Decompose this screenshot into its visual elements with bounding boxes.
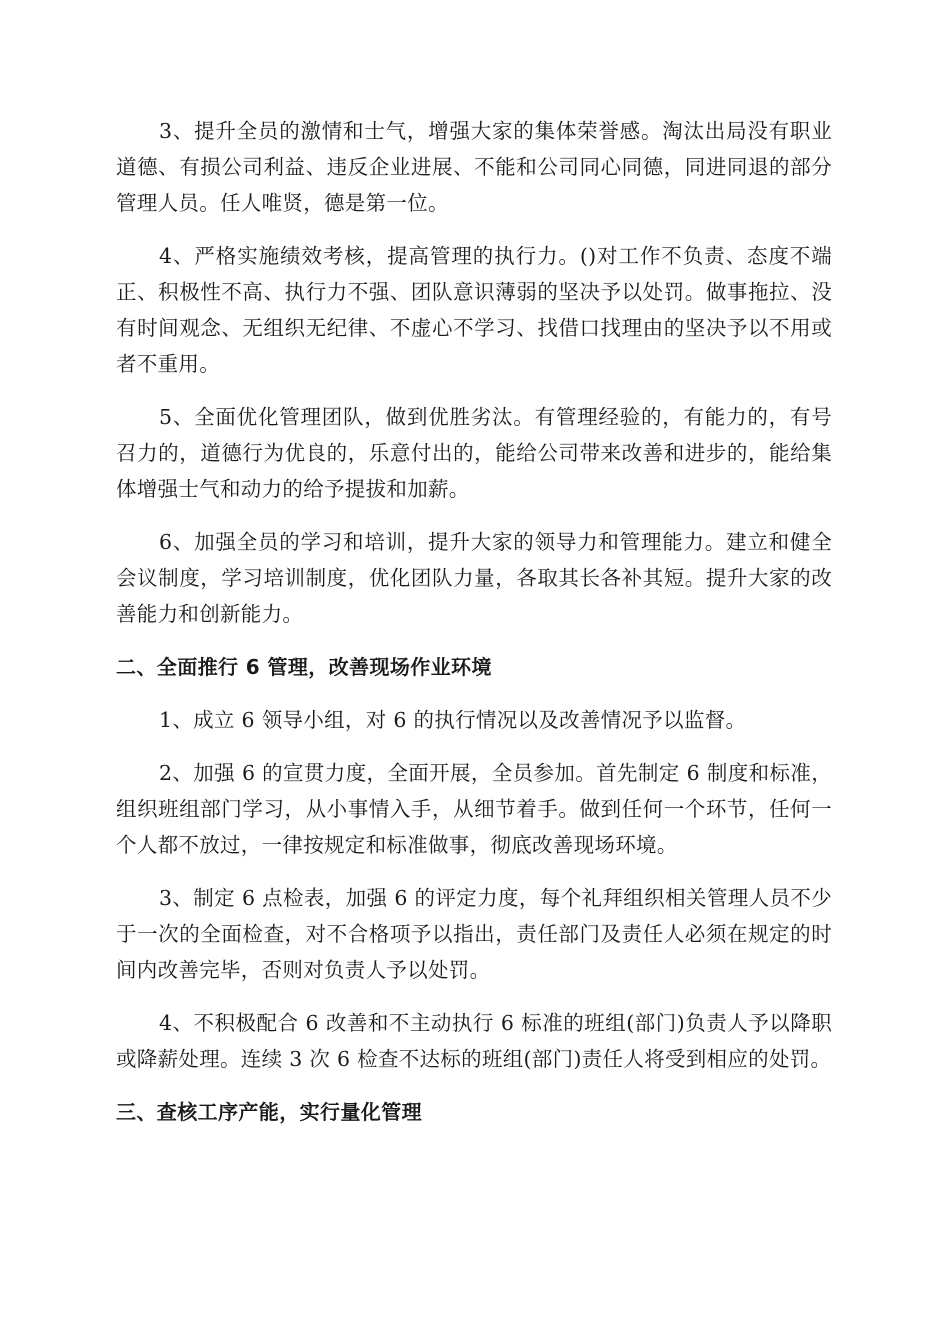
section-heading-3: 三、查核工序产能，实行量化管理 bbox=[116, 1100, 422, 1124]
paragraph-8: 4、不积极配合 6 改善和不主动执行 6 标准的班组(部门)负责人予以降职或降薪处理。连续 3 次 6 检查不达标的班组(部门)责任人将受到相应的处罚。 bbox=[116, 1011, 832, 1071]
paragraph-6: 2、加强 6 的宣贯力度，全面开展，全员参加。首先制定 6 制度和标准，组织班组部门学习，从小事情入手，从细节着手。做到任何一个环节，任何一个人都不放过，一律按规定和标准做事，彻底改善现场环境。 bbox=[116, 761, 832, 857]
paragraph-5: 1、成立 6 领导小组，对 6 的执行情况以及改善情况予以监督。 bbox=[159, 708, 747, 732]
paragraph-3: 5、全面优化管理团队，做到优胜劣汰。有管理经验的，有能力的，有号召力的，道德行为优良的，乐意付出的，能给公司带来改善和进步的，能给集体增强士气和动力的给予提拔和加薪。 bbox=[116, 405, 832, 501]
document-page bbox=[116, 113, 832, 1147]
paragraph-7: 3、制定 6 点检表，加强 6 的评定力度，每个礼拜组织相关管理人员不少于一次的全面检查，对不合格项予以指出，责任部门及责任人必须在规定的时间内改善完毕，否则对负责人予以处罚。 bbox=[116, 886, 832, 982]
section-heading-2: 二、全面推行 6 管理，改善现场作业环境 bbox=[116, 655, 492, 679]
paragraph-2: 4、严格实施绩效考核，提高管理的执行力。()对工作不负责、态度不端正、积极性不高、执行力不强、团队意识薄弱的坚决予以处罚。做事拖拉、没有时间观念、无组织无纪律、不虚心不学习、找借口找理由的坚决予以不用或者不重用。 bbox=[116, 244, 832, 376]
paragraph-4: 6、加强全员的学习和培训，提升大家的领导力和管理能力。建立和健全会议制度，学习培训制度，优化团队力量，各取其长各补其短。提升大家的改善能力和创新能力。 bbox=[116, 530, 832, 626]
paragraph-1: 3、提升全员的激情和士气，增强大家的集体荣誉感。淘汰出局没有职业道德、有损公司利益、违反企业进展、不能和公司同心同德，同进同退的部分管理人员。任人唯贤，德是第一位。 bbox=[116, 119, 832, 215]
